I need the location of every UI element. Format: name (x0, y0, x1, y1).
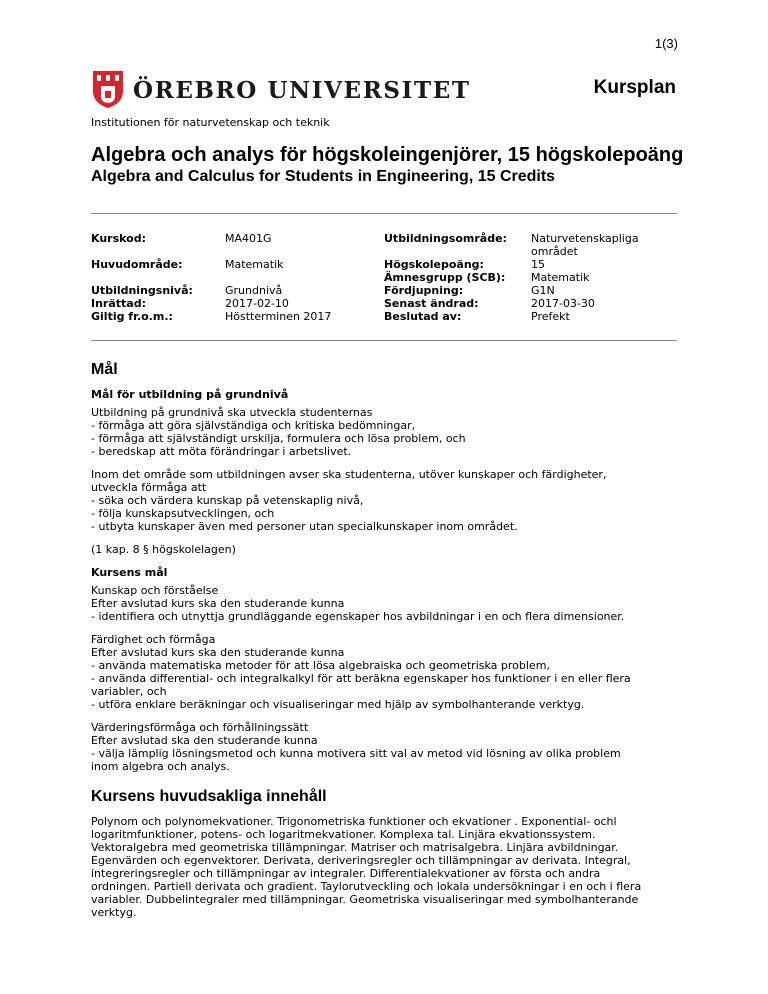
info-label-utbildningsniva: Utbildningsnivå: (91, 284, 193, 297)
logo-wordmark: ÖREBRO UNIVERSITET (133, 76, 471, 104)
text-line: Kunskap och förståelse (91, 584, 219, 597)
text-line: Inom det område som utbildningen avser ska studenterna, utöver kunskaper och färdigheter, (91, 468, 607, 481)
document-type: Kursplan (593, 77, 676, 98)
info-value-fordjupning: G1N (531, 284, 555, 297)
paragraph (91, 633, 691, 711)
divider (91, 340, 677, 341)
paragraph (91, 406, 691, 458)
institution-name: Institutionen för naturvetenskap och teknik (91, 116, 330, 129)
text-line: Efter avslutad ska den studerande kunna (91, 734, 318, 747)
text-line: Egenvärden och egenvektorer. Derivata, deriveringsregler och tillämpningar av derivata. Integral, (91, 854, 631, 867)
text-line: Efter avslutad kurs ska den studerande kunna (91, 646, 345, 659)
text-line: Utbildning på grundnivå ska utveckla studenternas (91, 406, 373, 419)
subheading-grundniva: Mål för utbildning på grundnivå (91, 388, 289, 401)
info-value-hogskolepoang: 15 (531, 258, 545, 271)
info-label-kurskod: Kurskod: (91, 232, 146, 245)
text-line: Efter avslutad kurs ska den studerande kunna (91, 597, 345, 610)
course-title-swedish: Algebra och analys för högskoleingenjörer, 15 högskolepoäng (91, 144, 684, 166)
info-value-utbildningsomrade: Naturvetenskapliga (531, 232, 639, 245)
text-line: - söka och värdera kunskap på vetenskaplig nivå, (91, 494, 364, 507)
info-label-huvudomrade: Huvudområde: (91, 258, 183, 271)
main-content (91, 360, 691, 929)
text-line: - förmåga att göra självständiga och kritiska bedömningar, (91, 419, 416, 432)
text-line: - identifiera och utnyttja grundläggande egenskaper hos avbildningar i en och flera dimensioner. (91, 610, 625, 623)
paragraph (91, 468, 691, 533)
paragraph (91, 815, 691, 919)
info-value-huvudomrade: Matematik (225, 258, 284, 271)
text-line: integreringsregler och tillämpningar av integraler. Differentialekvationer av första och andra (91, 867, 601, 880)
info-value-beslutad-av: Prefekt (531, 310, 570, 323)
info-left-labels (91, 232, 193, 323)
university-logo (91, 69, 471, 109)
text-line: verktyg. (91, 906, 137, 919)
law-reference: (1 kap. 8 § högskolelagen) (91, 543, 236, 556)
text-line: Färdighet och förmåga (91, 633, 216, 646)
info-label-inrattad: Inrättad: (91, 297, 146, 310)
info-value-inrattad: 2017-02-10 (225, 297, 289, 310)
info-value-utbildningsomrade-2: området (531, 245, 578, 258)
shield-icon (91, 69, 125, 109)
text-line: - förmåga att självständigt urskilja, formulera och lösa problem, och (91, 432, 466, 445)
text-line: - välja lämplig lösningsmetod och kunna motivera sitt val av metod vid lösning av olika problem (91, 747, 621, 760)
text-line: inom algebra och analys. (91, 760, 230, 773)
info-label-hogskolepoang: Högskolepoäng: (384, 258, 484, 271)
info-label-giltig: Giltig fr.o.m.: (91, 310, 173, 323)
info-left-values (225, 232, 331, 323)
paragraph (91, 584, 691, 623)
info-label-utbildningsomrade: Utbildningsområde: (384, 232, 507, 245)
text-line: - använda matematiska metoder för att lösa algebraiska och geometriska problem, (91, 659, 550, 672)
text-line: - beredskap att möta förändringar i arbetslivet. (91, 445, 352, 458)
text-line: utveckla förmåga att (91, 481, 207, 494)
info-value-kurskod: MA401G (225, 232, 272, 245)
text-line: - utföra enklare beräkningar och visualiseringar med hjälp av symbolhanterande verktyg. (91, 698, 585, 711)
section-heading-mal: Mål (91, 361, 118, 378)
course-title-english: Algebra and Calculus for Students in Engineering, 15 Credits (91, 168, 556, 185)
text-line: variabler, och (91, 685, 167, 698)
divider (91, 213, 677, 214)
text-line: logaritmfunktioner, potens- och logaritmekvationer. Komplexa tal. Linjära ekvationssystem. (91, 828, 596, 841)
info-value-giltig: Höstterminen 2017 (225, 310, 332, 323)
text-line: variabler. Dubbelintegraler med tillämpningar. Geometriska visualiseringar med symbolhanterande (91, 893, 639, 906)
text-line: Polynom och polynomekvationer. Trigonometriska funktioner och ekvationer . Exponential- ochl (91, 815, 617, 828)
info-label-amnesgrupp: Ämnesgrupp (SCB): (384, 271, 506, 284)
paragraph (91, 721, 691, 773)
page-number: 1(3) (654, 36, 678, 51)
info-right-labels (384, 232, 507, 323)
text-line: ordningen. Partiell derivata och gradient. Taylorutveckling och lokala undersökningar i en och i flera (91, 880, 642, 893)
info-label-beslutad-av: Beslutad av: (384, 310, 462, 323)
info-label-senast-andrad: Senast ändrad: (384, 297, 479, 310)
subheading-kursens-mal: Kursens mål (91, 566, 168, 579)
text-line: - använda differential- och integralkalkyl för att beräkna egenskaper hos funktioner i en eller flera (91, 672, 631, 685)
text-line: Vektoralgebra med geometriska tillämpningar. Matriser och matrisalgebra. Linjära avbildningar. (91, 841, 619, 854)
info-label-fordjupning: Fördjupning: (384, 284, 464, 297)
info-value-senast-andrad: 2017-03-30 (531, 297, 595, 310)
info-value-amnesgrupp: Matematik (531, 271, 590, 284)
info-value-utbildningsniva: Grundnivå (225, 284, 283, 297)
section-heading-innehall: Kursens huvudsakliga innehåll (91, 788, 327, 805)
text-line: Värderingsförmåga och förhållningssätt (91, 721, 309, 734)
text-line: - följa kunskapsutvecklingen, och (91, 507, 275, 520)
text-line: - utbyta kunskaper även med personer utan specialkunskaper inom området. (91, 520, 518, 533)
info-right-values (531, 232, 639, 323)
